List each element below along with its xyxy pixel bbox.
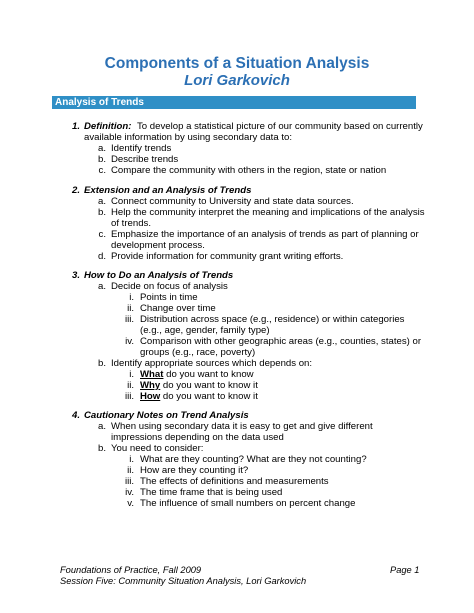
list-item: Emphasize the importance of an analysis of trends as part of planning or: [111, 229, 419, 240]
list-marker: iv.: [125, 487, 134, 498]
item-text-line: To develop a statistical picture of our community based on currently: [137, 121, 423, 132]
item-text-line: available information by using secondary data to:: [84, 132, 292, 143]
list-item: When using secondary data it is easy to get and give different: [111, 421, 373, 432]
list-marker: c.: [98, 165, 106, 176]
list-item: Distribution across space (e.g., residence) or within categories: [140, 314, 405, 325]
list-item: Describe trends: [111, 154, 179, 165]
emphasis-word: How: [140, 391, 161, 402]
list-marker: b.: [97, 207, 106, 218]
list-item: [140, 391, 258, 402]
footer-page-number: Page 1: [390, 565, 420, 575]
item-number: 4.: [71, 410, 80, 421]
list-marker: a.: [97, 143, 106, 154]
list-item: Provide information for community grant writing efforts.: [111, 251, 344, 262]
page-author: Lori Garkovich: [184, 72, 290, 89]
list-item-cont: development process.: [111, 240, 205, 251]
list-item: Points in time: [140, 292, 198, 303]
list-item: How are they counting it?: [140, 465, 249, 476]
list-marker: b.: [97, 358, 106, 369]
item-heading: Definition:: [84, 121, 132, 132]
list-marker: iii.: [124, 391, 134, 402]
footer-left-line1: Foundations of Practice, Fall 2009: [60, 565, 202, 575]
list-item: [140, 380, 258, 391]
list-marker: i.: [129, 292, 134, 303]
list-marker: ii.: [127, 380, 134, 391]
list-marker: i.: [129, 454, 134, 465]
list-marker: a.: [97, 281, 106, 292]
list-marker: v.: [127, 498, 134, 509]
list-item: Identify trends: [111, 143, 172, 154]
item-number: 3.: [71, 270, 80, 281]
list-item: Connect community to University and state data sources.: [111, 196, 354, 207]
list-marker: b.: [97, 443, 106, 454]
list-item-cont: of trends.: [111, 218, 151, 229]
list-marker: i.: [129, 369, 134, 380]
list-item-cont: (e.g., age, gender, family type): [140, 325, 270, 336]
list-marker: iii.: [124, 476, 134, 487]
list-item-cont: groups (e.g., race, poverty): [140, 347, 256, 358]
list-item: The effects of definitions and measurements: [140, 476, 329, 487]
list-marker: ii.: [127, 465, 134, 476]
item-number: 1.: [71, 121, 80, 132]
list-marker: b.: [97, 154, 106, 165]
list-item: The influence of small numbers on percent change: [140, 498, 356, 509]
list-item: Identify appropriate sources which depends on:: [111, 358, 313, 369]
list-item: The time frame that is being used: [140, 487, 283, 498]
emphasis-word: What: [140, 369, 164, 380]
list-item-rest: do you want to know it: [160, 380, 258, 391]
list-marker: d.: [97, 251, 106, 262]
list-marker: a.: [97, 421, 106, 432]
list-item: You need to consider:: [111, 443, 204, 454]
list-item: Comparison with other geographic areas (e.g., counties, states) or: [140, 336, 422, 347]
list-item: Compare the community with others in the region, state or nation: [111, 165, 387, 176]
section-header-bar: Analysis of Trends: [52, 96, 416, 109]
footer-left-line2: Session Five: Community Situation Analysis, Lori Garkovich: [60, 576, 307, 586]
list-item: Change over time: [140, 303, 216, 314]
list-marker: iv.: [125, 336, 134, 347]
list-item: Decide on focus of analysis: [111, 281, 228, 292]
page-title: Components of a Situation Analysis: [104, 55, 370, 72]
list-item-rest: do you want to know: [163, 369, 254, 380]
list-marker: a.: [97, 196, 106, 207]
item-heading: Cautionary Notes on Trend Analysis: [84, 410, 249, 421]
list-item-rest: do you want to know it: [160, 391, 258, 402]
list-item-cont: impressions depending on the data used: [111, 432, 284, 443]
item-heading: Extension and an Analysis of Trends: [84, 185, 252, 196]
emphasis-word: Why: [140, 380, 161, 391]
item-number: 2.: [71, 185, 80, 196]
list-marker: c.: [98, 229, 106, 240]
list-item: [140, 369, 254, 380]
list-item: What are they counting? What are they not counting?: [140, 454, 367, 465]
list-marker: ii.: [127, 303, 134, 314]
item-heading: How to Do an Analysis of Trends: [84, 270, 234, 281]
list-marker: iii.: [124, 314, 134, 325]
list-item: Help the community interpret the meaning and implications of the analysis: [111, 207, 425, 218]
